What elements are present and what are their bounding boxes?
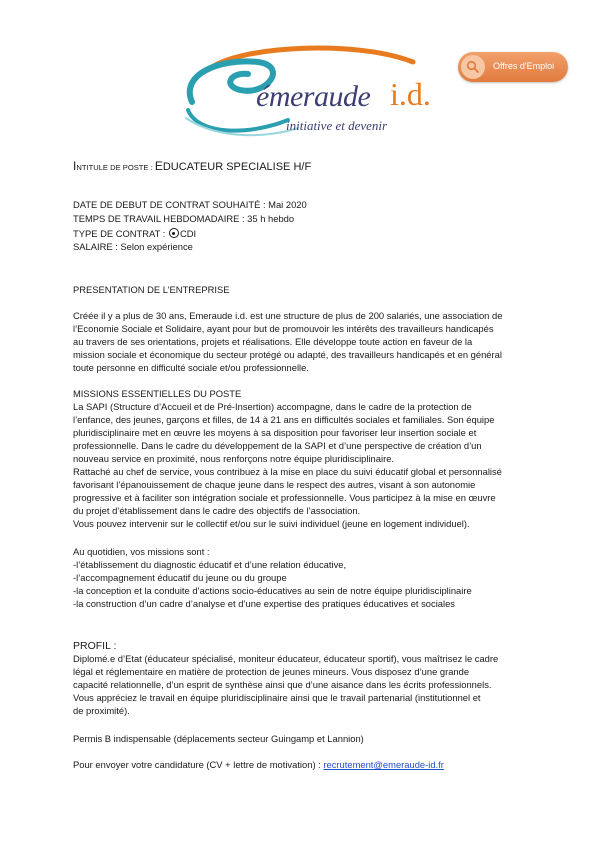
- daily-mission-item: -l’établissement du diagnostic éducatif et d’une relation éducative,: [73, 559, 347, 570]
- job-offers-label: Offres d'Emploi: [493, 61, 555, 71]
- job-title: DUCATEUR SPECIALISE H/F: [162, 161, 312, 173]
- logo-tagline: initiative et devenir: [286, 118, 388, 133]
- company-text-line: toute personne en difficulté sociale et/ou professionnelle.: [73, 362, 309, 373]
- recruitment-email-link[interactable]: recrutement@emeraude-id.fr: [323, 759, 444, 770]
- driving-license: Permis B indispensable (déplacements secteur Guingamp et Lannion): [73, 733, 364, 744]
- radio-selected-icon: [169, 228, 179, 238]
- daily-mission-item: -la construction d’un cadre d’analyse et d’une expertise des pratiques éducatives et sociales: [73, 598, 455, 609]
- logo-id-mark: i.d.: [390, 76, 431, 112]
- missions-text-line: nouveau service en proximité, nous renforçons notre équipe pluridisciplinaire.: [73, 453, 395, 464]
- work-time: TEMPS DE TRAVAIL HEBDOMADAIRE : 35 h hebdo: [73, 213, 295, 224]
- company-text-line: l’Economie Sociale et Solidaire, ayant pour but de promouvoir les intérêts des travailleurs handicapés: [73, 323, 494, 334]
- profile-text-line: Diplomé.e d’Etat (éducateur spécialisé, moniteur éducateur, éducateur sportif), vous maîtrisez le cadre: [73, 653, 499, 664]
- title-label-initial: I: [73, 159, 77, 173]
- application-line: [73, 759, 444, 772]
- salary: SALAIRE : Selon expérience: [73, 241, 193, 252]
- title-label: NTITULE DE POSTE :: [76, 163, 155, 172]
- missions-text-line: La SAPI (Structure d’Accueil et de Pré-Insertion) accompagne, dans le cadre de la protection de: [73, 401, 472, 412]
- missions-text-line: favorisant l’épanouissement de chaque jeune dans le respect des autres, visant à son autonomie: [73, 479, 476, 490]
- daily-mission-item: -la conception et la conduite d’actions socio-éducatives au sein de notre équipe pluridisciplinaire: [73, 585, 472, 596]
- daily-missions-intro: Au quotidien, vos missions sont :: [73, 546, 210, 557]
- search-icon: [466, 60, 480, 74]
- emeraude-logo: [178, 40, 438, 140]
- daily-mission-item: -l’accompagnement éducatif du jeune ou du groupe: [73, 572, 287, 583]
- start-date: DATE DE DEBUT DE CONTRAT SOUHAITÉ : Mai 2020: [73, 199, 307, 210]
- logo-wordmark: émeraude: [256, 80, 371, 113]
- contract-type-label: TYPE DE CONTRAT :: [73, 228, 168, 239]
- missions-text-line: l’enfance, des jeunes, garçons et filles, de 14 à 21 ans en difficultés sociales et familiales. Son équipe: [73, 414, 495, 425]
- job-title-line: [73, 160, 311, 175]
- profile-text-line: Vous appréciez le travail en équipe pluridisciplinaire ainsi que le travail partenarial (institutionnel et: [73, 692, 481, 703]
- profile-text-line: légal et réglementaire en matière de protection de jeunes mineurs. Vous disposez d’une grande: [73, 666, 470, 677]
- company-heading: PRESENTATION DE L’ENTREPRISE: [73, 284, 230, 295]
- missions-text-line: du projet d’établissement dans le cadre des objectifs de l’association.: [73, 505, 361, 516]
- missions-text-line: Rattaché au chef de service, vous contribuez à la mise en place du suivi éducatif global et personnalisé: [73, 466, 502, 477]
- contract-type-value: CDI: [179, 228, 197, 239]
- missions-heading: MISSIONS ESSENTIELLES DU POSTE: [73, 388, 242, 399]
- application-text: Pour envoyer votre candidature (CV + lettre de motivation) :: [73, 759, 324, 770]
- company-text-line: mission sociale et économique du secteur protégé ou adapté, des travailleurs handicapés et en général: [73, 349, 502, 360]
- missions-text-line: professionnelle. Dans le cadre du développement de la SAPI et d’une perspective de création d’un: [73, 440, 482, 451]
- missions-text-line: Vous pouvez intervenir sur le collectif et/ou sur le suivi individuel (jeune en logement individuel).: [73, 518, 470, 529]
- profile-text-line: de proximité).: [73, 705, 130, 716]
- contract-type: [73, 227, 196, 241]
- company-text-line: Créée il y a plus de 30 ans, Emeraude i.d. est une structure de plus de 200 salariés, une association de: [73, 310, 503, 321]
- search-icon-wrapper: [461, 55, 485, 79]
- profile-text-line: capacité relationnelle, d’un esprit de synthèse ainsi que d’une aisance dans les écrits professionnels.: [73, 679, 492, 690]
- job-offers-button[interactable]: [458, 52, 568, 82]
- company-text-line: au travers de ses orientations, projets et réalisations. Elle développe toute action en faveur de la: [73, 336, 473, 347]
- title-value-initial: E: [154, 159, 163, 173]
- missions-text-line: pluridisciplinaire met en œuvre les moyens à sa disposition pour favoriser leur insertion sociale et: [73, 427, 477, 438]
- profile-heading: PROFIL :: [73, 640, 117, 652]
- missions-text-line: progressive et à faciliter son intégration sociale et professionnelle. Vous participez à la mise en œuvre: [73, 492, 496, 503]
